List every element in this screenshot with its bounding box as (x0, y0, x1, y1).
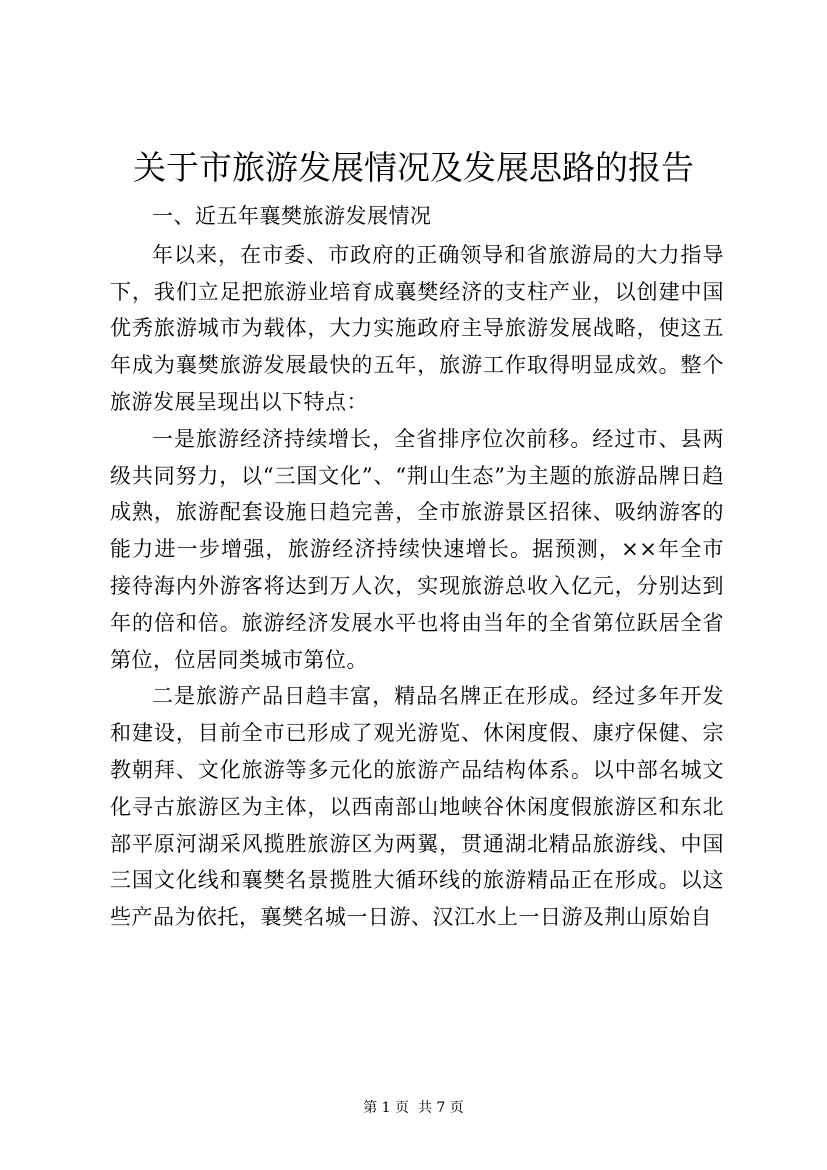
page-footer: 第 1 页 共 7 页 (363, 1100, 464, 1116)
paragraph: 二是旅游产品日趋丰富，精品名牌正在形成。经过多年开发和建设，目前全市已形成了观光游览、休闲度假、康疗保健、宗教朝拜、文化旅游等多元化的旅游产品结构体系。以中部名城文化寻古旅游区为主体，以西南部山地峡谷休闲度假旅游区和东北部平原河湖采风揽胜旅游区为两翼，贯通湖北精品旅游线、中国三国文化线和襄樊名景揽胜大循环线的旅游精品正在形成。以这些产品为依托，襄樊名城一日游、汉江水上一日游及荆山原始自 (110, 684, 724, 930)
document-body (110, 198, 724, 936)
paragraph: 年以来，在市委、市政府的正确领导和省旅游局的大力指导下，我们立足把旅游业培育成襄樊经济的支柱产业，以创建中国优秀旅游城市为载体，大力实施政府主导旅游发展战略，使这五年成为襄樊旅游发展最快的五年，旅游工作取得明显成效。整个旅游发展呈现出以下特点： (110, 242, 724, 414)
section-heading: 一、近五年襄樊旅游发展情况 (152, 204, 432, 228)
document-title: 关于市旅游发展情况及发展思路的报告 (133, 148, 694, 187)
paragraph: 一是旅游经济持续增长，全省排序位次前移。经过市、县两级共同努力，以“三国文化”、“荆山生态”为主题的旅游品牌日趋成熟，旅游配套设施日趋完善，全市旅游景区招徕、吸纳游客的能力进一步增强，旅游经济持续快速增长。据预测，××年全市接待海内外游客将达到万人次，实现旅游总收入亿元，分别达到年的倍和倍。旅游经济发展水平也将由当年的全省第位跃居全省第位，位居同类城市第位。 (110, 426, 724, 672)
